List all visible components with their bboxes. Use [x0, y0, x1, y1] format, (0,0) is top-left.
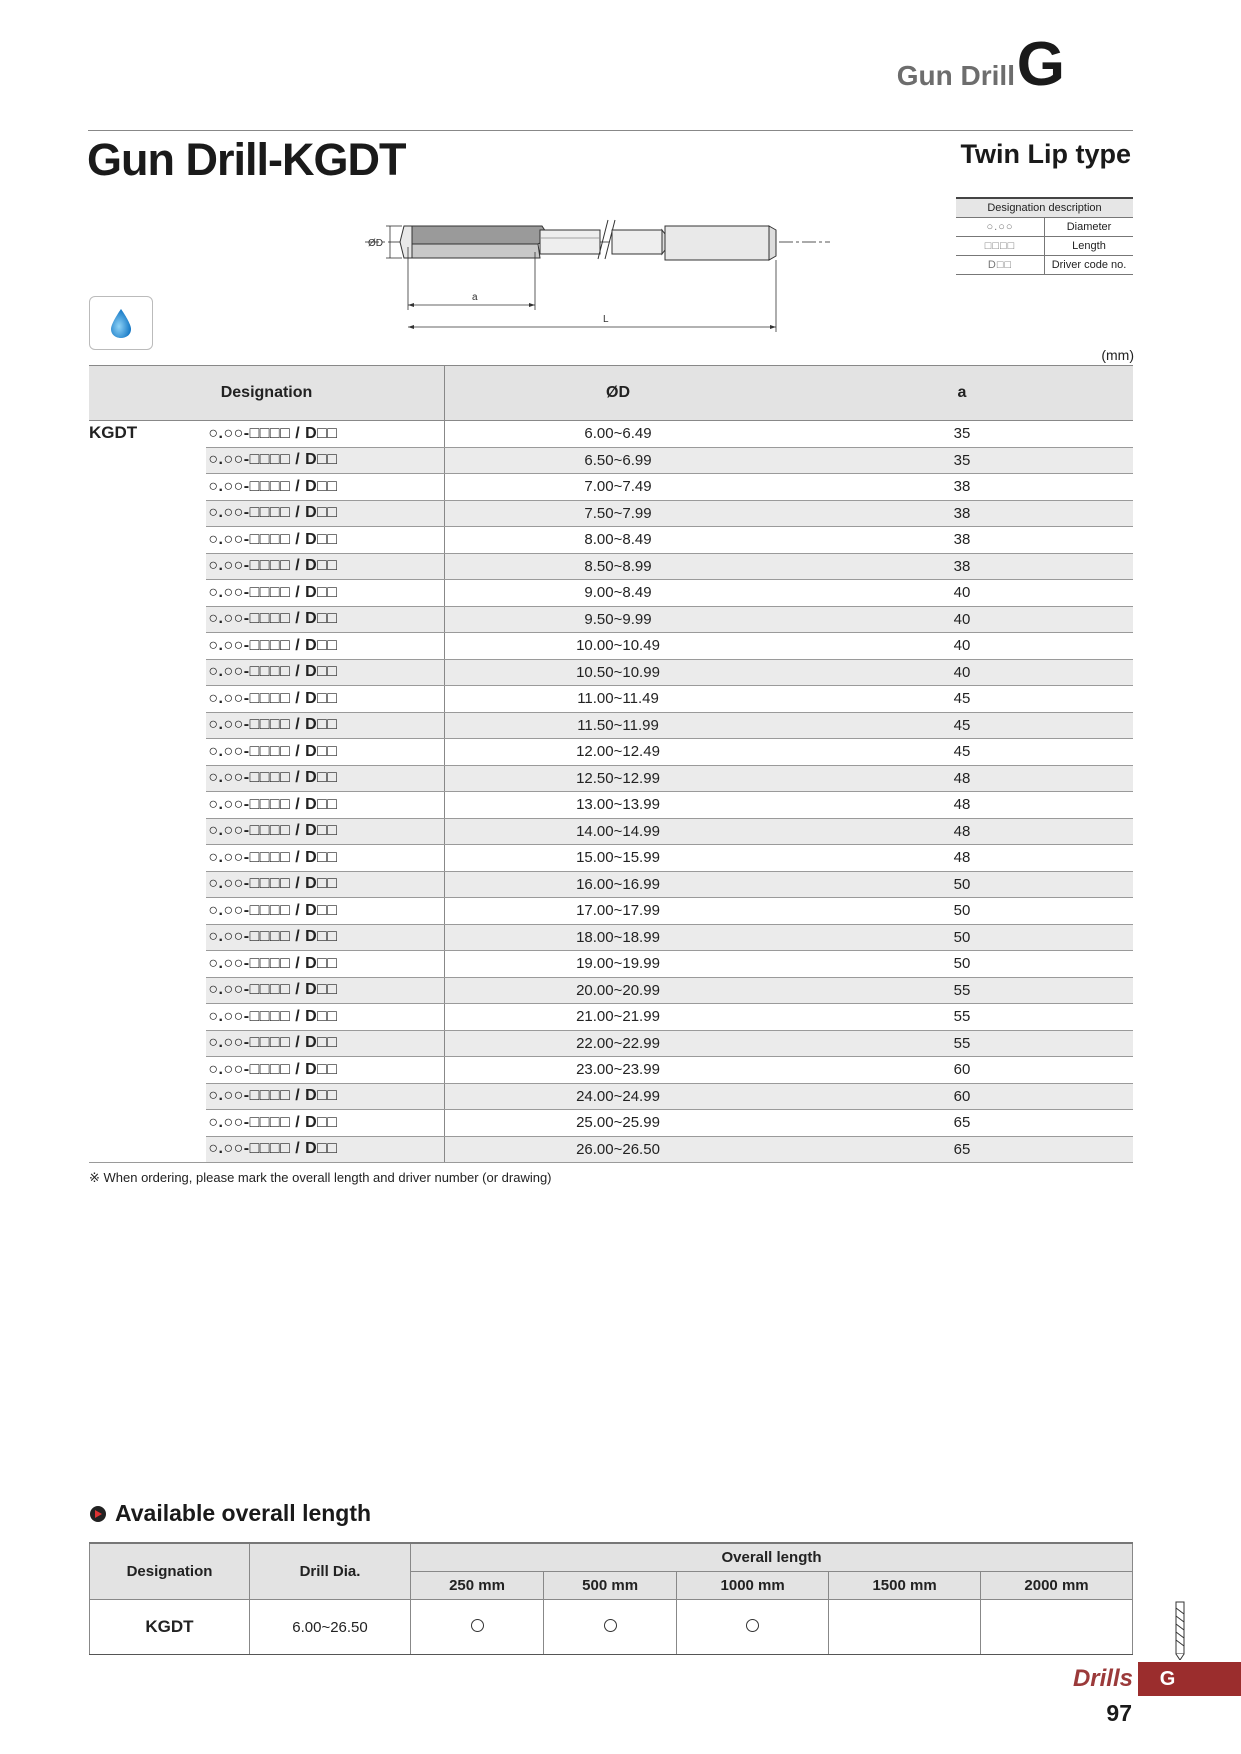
table-row: [89, 845, 1133, 872]
od-range: 21.00~21.99: [445, 1004, 792, 1031]
table-row: [89, 606, 1133, 633]
a-length: 50: [791, 951, 1133, 978]
available-circle-icon: [746, 1619, 759, 1632]
len-header-drill-dia: Drill Dia.: [250, 1543, 411, 1600]
od-range: 10.00~10.49: [445, 633, 792, 660]
od-range: 22.00~22.99: [445, 1030, 792, 1057]
category-label: Drills: [1072, 1665, 1133, 1692]
coolant-indicator: [89, 296, 153, 350]
designation-code: ○.○○-□□□□ / D□□: [206, 686, 444, 713]
type-label: Twin Lip type: [960, 139, 1131, 169]
table-row: [89, 1030, 1133, 1057]
table-row: [89, 951, 1133, 978]
legend-code: D□□: [956, 256, 1045, 275]
od-range: 12.00~12.49: [445, 739, 792, 766]
od-range: 8.00~8.49: [445, 527, 792, 554]
designation-code: ○.○○-□□□□ / D□□: [206, 845, 444, 872]
designation-code: ○.○○-□□□□ / D□□: [206, 421, 444, 448]
a-length: 65: [791, 1110, 1133, 1137]
legend-code: □□□□: [956, 237, 1045, 256]
legend-row: [956, 256, 1133, 275]
table-row: [89, 474, 1133, 501]
section-title: Gun Drill: [896, 60, 1015, 91]
len-availability-cell: [829, 1600, 981, 1655]
od-range: 8.50~8.99: [445, 553, 792, 580]
section-tab: G: [1138, 1662, 1241, 1696]
gun-drill-drawing: [360, 212, 830, 337]
len-availability-cell: [981, 1600, 1133, 1655]
od-range: 19.00~19.99: [445, 951, 792, 978]
available-circle-icon: [471, 1619, 484, 1632]
kgdt-spec-table: [89, 365, 1133, 1163]
len-header-overall: Overall length: [411, 1543, 1133, 1572]
od-range: 11.00~11.49: [445, 686, 792, 713]
designation-code: ○.○○-□□□□ / D□□: [206, 871, 444, 898]
legend-row: [956, 218, 1133, 237]
top-divider: [88, 130, 1133, 131]
od-range: 14.00~14.99: [445, 818, 792, 845]
table-row: [89, 871, 1133, 898]
available-length-title: [89, 1500, 371, 1527]
page-title: Gun Drill-KGDT: [87, 134, 406, 185]
designation-code: ○.○○-□□□□ / D□□: [206, 739, 444, 766]
len-header-length: 500 mm: [544, 1572, 677, 1600]
arrow-bullet-icon: [89, 1505, 107, 1523]
len-header-length: 1500 mm: [829, 1572, 981, 1600]
header-od: ØD: [445, 366, 792, 421]
table-row: [89, 792, 1133, 819]
a-length: 48: [791, 845, 1133, 872]
designation-legend: [956, 197, 1133, 275]
table-row: [89, 1110, 1133, 1137]
designation-code: ○.○○-□□□□ / D□□: [206, 606, 444, 633]
designation-code: ○.○○-□□□□ / D□□: [206, 1030, 444, 1057]
od-range: 16.00~16.99: [445, 871, 792, 898]
a-length: 48: [791, 818, 1133, 845]
od-range: 6.50~6.99: [445, 447, 792, 474]
designation-code: ○.○○-□□□□ / D□□: [206, 500, 444, 527]
order-note: ※ When ordering, please mark the overall length and driver number (or drawing): [89, 1170, 552, 1185]
od-range: 7.50~7.99: [445, 500, 792, 527]
a-length: 38: [791, 553, 1133, 580]
legend-title: Designation description: [956, 198, 1133, 218]
od-range: 23.00~23.99: [445, 1057, 792, 1084]
designation-code: ○.○○-□□□□ / D□□: [206, 792, 444, 819]
table-row: [89, 1004, 1133, 1031]
designation-code: ○.○○-□□□□ / D□□: [206, 633, 444, 660]
a-length: 65: [791, 1136, 1133, 1163]
len-header-length: 2000 mm: [981, 1572, 1133, 1600]
designation-code: ○.○○-□□□□ / D□□: [206, 924, 444, 951]
table-row: [89, 659, 1133, 686]
series-name: KGDT: [89, 421, 206, 1163]
legend-meaning: Driver code no.: [1045, 256, 1134, 275]
legend-code: ○.○○: [956, 218, 1045, 237]
len-availability-cell: [677, 1600, 829, 1655]
len-header-length: 250 mm: [411, 1572, 544, 1600]
designation-code: ○.○○-□□□□ / D□□: [206, 951, 444, 978]
od-range: 13.00~13.99: [445, 792, 792, 819]
table-row: [89, 739, 1133, 766]
a-length: 40: [791, 633, 1133, 660]
legend-meaning: Length: [1045, 237, 1134, 256]
od-range: 9.50~9.99: [445, 606, 792, 633]
len-availability-cell: [411, 1600, 544, 1655]
header-designation: Designation: [89, 366, 445, 421]
designation-code: ○.○○-□□□□ / D□□: [206, 474, 444, 501]
od-range: 12.50~12.99: [445, 765, 792, 792]
designation-code: ○.○○-□□□□ / D□□: [206, 818, 444, 845]
table-row: [89, 580, 1133, 607]
page-number: 97: [1106, 1700, 1132, 1726]
available-length-title-text: Available overall length: [115, 1500, 372, 1526]
od-range: 7.00~7.49: [445, 474, 792, 501]
water-drop-icon: [107, 307, 135, 339]
a-length: 38: [791, 474, 1133, 501]
designation-code: ○.○○-□□□□ / D□□: [206, 527, 444, 554]
a-length: 48: [791, 765, 1133, 792]
designation-code: ○.○○-□□□□ / D□□: [206, 712, 444, 739]
a-length: 40: [791, 659, 1133, 686]
designation-code: ○.○○-□□□□ / D□□: [206, 1004, 444, 1031]
section-letter: G: [1016, 30, 1065, 99]
a-length: 45: [791, 686, 1133, 713]
designation-code: ○.○○-□□□□ / D□□: [206, 580, 444, 607]
table-row: [89, 421, 1133, 448]
header-a: a: [791, 366, 1133, 421]
available-length-table: [89, 1542, 1133, 1655]
designation-code: ○.○○-□□□□ / D□□: [206, 977, 444, 1004]
len-header-length: 1000 mm: [677, 1572, 829, 1600]
od-range: 6.00~6.49: [445, 421, 792, 448]
table-row: [89, 447, 1133, 474]
a-length: 38: [791, 527, 1133, 554]
designation-code: ○.○○-□□□□ / D□□: [206, 447, 444, 474]
designation-code: ○.○○-□□□□ / D□□: [206, 1083, 444, 1110]
table-row: [89, 500, 1133, 527]
label-diameter: ØD: [368, 238, 383, 249]
a-length: 50: [791, 924, 1133, 951]
a-length: 60: [791, 1083, 1133, 1110]
od-range: 10.50~10.99: [445, 659, 792, 686]
od-range: 9.00~8.49: [445, 580, 792, 607]
designation-code: ○.○○-□□□□ / D□□: [206, 1110, 444, 1137]
len-availability-cell: [544, 1600, 677, 1655]
table-row: [89, 686, 1133, 713]
designation-code: ○.○○-□□□□ / D□□: [206, 553, 444, 580]
od-range: 20.00~20.99: [445, 977, 792, 1004]
od-range: 15.00~15.99: [445, 845, 792, 872]
table-row: [89, 765, 1133, 792]
table-row: [89, 898, 1133, 925]
a-length: 35: [791, 447, 1133, 474]
a-length: 45: [791, 712, 1133, 739]
table-row: [89, 1083, 1133, 1110]
designation-code: ○.○○-□□□□ / D□□: [206, 1057, 444, 1084]
table-row: [89, 1057, 1133, 1084]
table-row: [89, 527, 1133, 554]
od-range: 18.00~18.99: [445, 924, 792, 951]
od-range: 17.00~17.99: [445, 898, 792, 925]
a-length: 45: [791, 739, 1133, 766]
unit-label: (mm): [1101, 347, 1134, 363]
od-range: 25.00~25.99: [445, 1110, 792, 1137]
designation-code: ○.○○-□□□□ / D□□: [206, 898, 444, 925]
a-length: 38: [791, 500, 1133, 527]
drill-bit-icon: [1174, 1600, 1186, 1660]
table-row: [89, 977, 1133, 1004]
table-row: [89, 633, 1133, 660]
designation-code: ○.○○-□□□□ / D□□: [206, 765, 444, 792]
a-length: 55: [791, 1030, 1133, 1057]
table-row: [89, 818, 1133, 845]
len-header-designation: Designation: [90, 1543, 250, 1600]
len-drill-dia: 6.00~26.50: [250, 1600, 411, 1655]
legend-row: [956, 237, 1133, 256]
designation-code: ○.○○-□□□□ / D□□: [206, 1136, 444, 1163]
a-length: 40: [791, 580, 1133, 607]
a-length: 40: [791, 606, 1133, 633]
legend-meaning: Diameter: [1045, 218, 1134, 237]
a-length: 55: [791, 977, 1133, 1004]
a-length: 55: [791, 1004, 1133, 1031]
a-length: 50: [791, 871, 1133, 898]
table-row: [89, 1136, 1133, 1163]
od-range: 26.00~26.50: [445, 1136, 792, 1163]
table-row: [89, 553, 1133, 580]
od-range: 11.50~11.99: [445, 712, 792, 739]
a-length: 48: [791, 792, 1133, 819]
available-circle-icon: [604, 1619, 617, 1632]
od-range: 24.00~24.99: [445, 1083, 792, 1110]
table-row: [89, 924, 1133, 951]
designation-code: ○.○○-□□□□ / D□□: [206, 659, 444, 686]
label-a: a: [472, 292, 478, 303]
len-designation: KGDT: [90, 1600, 250, 1655]
label-L: L: [603, 314, 609, 325]
a-length: 50: [791, 898, 1133, 925]
a-length: 60: [791, 1057, 1133, 1084]
a-length: 35: [791, 421, 1133, 448]
table-row: [89, 712, 1133, 739]
